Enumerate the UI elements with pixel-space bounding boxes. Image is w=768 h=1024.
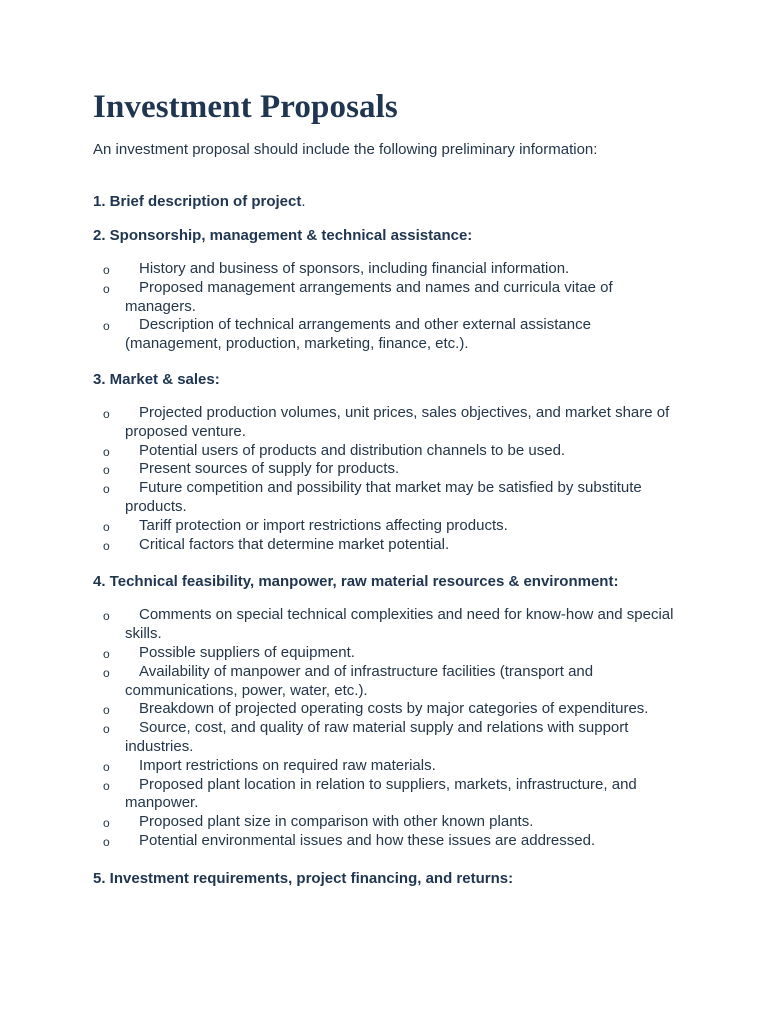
list-item <box>93 700 683 719</box>
list-item <box>93 606 683 644</box>
section-heading <box>93 572 683 592</box>
hollow-circle-bullet-icon: o <box>103 538 110 553</box>
hollow-circle-bullet-icon: o <box>103 703 110 718</box>
hollow-circle-bullet-icon: o <box>103 463 110 478</box>
list-item-text: Proposed plant size in comparison with other known plants. <box>139 813 534 831</box>
list-item-text: Present sources of supply for products. <box>139 460 400 478</box>
section-heading-text: 1. Brief description of project <box>93 193 302 210</box>
bullet-list <box>93 606 683 850</box>
list-item-text: Proposed management arrangements and names and curricula vitae of managers. <box>125 278 613 315</box>
document-page <box>93 86 683 889</box>
hollow-circle-bullet-icon: o <box>103 609 110 624</box>
section-heading-tail: . <box>301 193 306 210</box>
list-item-text: Proposed plant location in relation to suppliers, markets, infrastructure, and manpower. <box>125 775 637 812</box>
hollow-circle-bullet-icon: o <box>103 444 110 459</box>
section-heading <box>93 226 683 246</box>
hollow-circle-bullet-icon: o <box>103 816 110 831</box>
section-heading-text: 2. Sponsorship, management & technical assistance: <box>93 227 473 244</box>
section-heading <box>93 192 683 212</box>
hollow-circle-bullet-icon: o <box>103 646 110 661</box>
hollow-circle-bullet-icon: o <box>103 778 110 793</box>
list-item <box>93 719 683 757</box>
list-item-text: Source, cost, and quality of raw material supply and relations with support industries. <box>125 719 629 755</box>
section-heading-text: 3. Market & sales: <box>93 370 220 388</box>
list-item <box>93 460 683 479</box>
list-item <box>93 279 683 317</box>
section-heading-text: 4. Technical feasibility, manpower, raw material resources & environment: <box>93 573 619 591</box>
bullet-list <box>93 260 683 354</box>
list-item <box>93 442 683 461</box>
sections-container <box>93 192 683 889</box>
intro-paragraph: An investment proposal should include the following preliminary information: <box>93 141 598 158</box>
list-item-text: Projected production volumes, unit prices, sales objectives, and market share of proposed venture. <box>125 403 670 440</box>
list-item-text: Tariff protection or import restrictions affecting products. <box>139 516 508 534</box>
list-item-text: Description of technical arrangements and other external assistance (management, production, marketing, finance, etc.). <box>125 316 591 353</box>
list-item <box>93 644 683 663</box>
bullet-list <box>93 404 683 554</box>
list-item-text: Future competition and possibility that market may be satisfied by substitute products. <box>125 479 642 515</box>
list-item-text: Potential users of products and distribution channels to be used. <box>139 441 566 459</box>
list-item <box>93 536 683 555</box>
list-item <box>93 517 683 536</box>
list-item <box>93 260 683 279</box>
list-item-text: Breakdown of projected operating costs by major categories of expenditures. <box>139 700 649 718</box>
hollow-circle-bullet-icon: o <box>103 319 110 334</box>
hollow-circle-bullet-icon: o <box>103 834 110 849</box>
hollow-circle-bullet-icon: o <box>103 281 110 296</box>
list-item <box>93 757 683 776</box>
hollow-circle-bullet-icon: o <box>103 482 110 497</box>
hollow-circle-bullet-icon: o <box>103 519 110 534</box>
list-item-text: Availability of manpower and of infrastructure facilities (transport and communications, power, water, etc.). <box>125 662 594 699</box>
list-item-text: Comments on special technical complexities and need for know-how and special skills. <box>125 606 674 643</box>
hollow-circle-bullet-icon: o <box>103 263 110 277</box>
list-item <box>93 813 683 832</box>
list-item <box>93 776 683 814</box>
hollow-circle-bullet-icon: o <box>103 406 110 421</box>
list-item-text: Critical factors that determine market potential. <box>139 535 450 553</box>
list-item-text: Possible suppliers of equipment. <box>139 643 355 661</box>
list-item <box>93 316 683 354</box>
list-item-text: Potential environmental issues and how these issues are addressed. <box>139 831 596 849</box>
list-item <box>93 663 683 701</box>
list-item <box>93 404 683 442</box>
list-item <box>93 832 683 851</box>
document-title: Investment Proposals <box>93 89 398 125</box>
section-heading <box>93 869 683 889</box>
list-item-text: Import restrictions on required raw materials. <box>139 756 436 774</box>
hollow-circle-bullet-icon: o <box>103 665 110 680</box>
list-item <box>93 479 683 517</box>
hollow-circle-bullet-icon: o <box>103 759 110 774</box>
hollow-circle-bullet-icon: o <box>103 722 110 737</box>
list-item-text: History and business of sponsors, including financial information. <box>139 260 570 277</box>
section-heading-text: 5. Investment requirements, project financing, and returns: <box>93 869 514 887</box>
section-heading <box>93 370 683 390</box>
